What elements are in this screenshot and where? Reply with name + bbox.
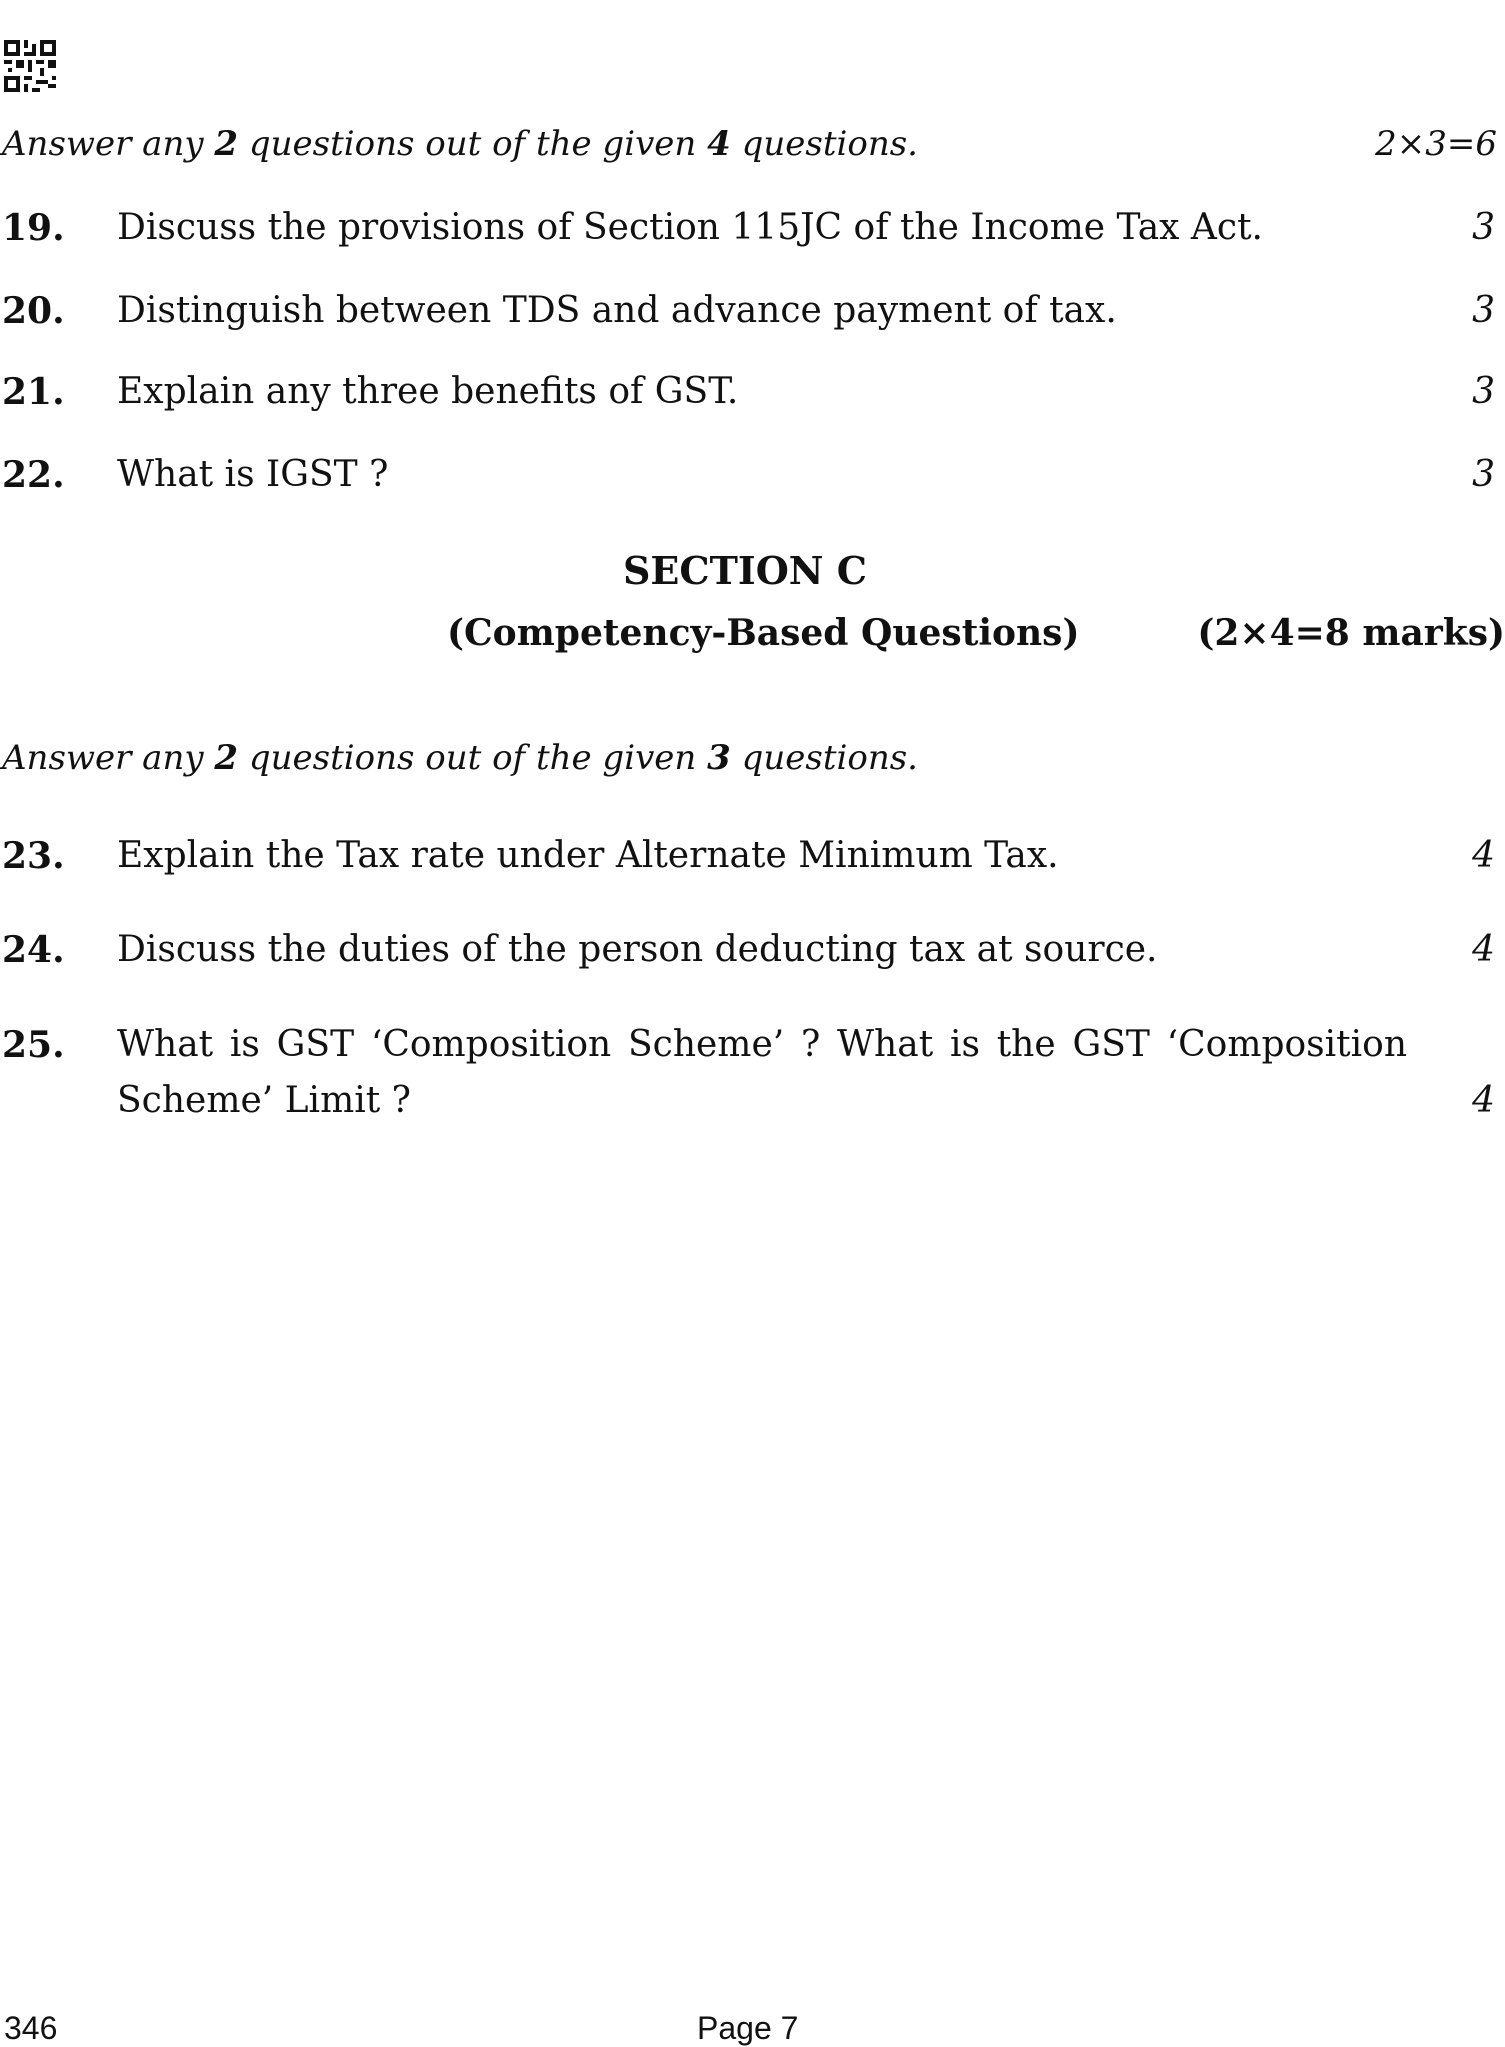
question-text: Distinguish between TDS and advance payment of tax. <box>117 290 1117 331</box>
section-c-subtitle: (Competency-Based Questions) <box>447 612 1080 654</box>
question-number: 24. <box>2 929 65 971</box>
question-text: What is IGST ? <box>117 454 389 495</box>
question-marks: 4 <box>1472 835 1495 876</box>
instruction-text: questions. <box>730 738 918 778</box>
question-number: 19. <box>2 207 65 249</box>
question-number: 23. <box>2 835 65 877</box>
question-marks: 3 <box>1472 207 1495 248</box>
instruction-count: 2 <box>214 124 239 164</box>
section-c-title: SECTION C <box>622 548 867 593</box>
question-number: 21. <box>2 371 65 413</box>
page-number: Page 7 <box>697 2010 799 2046</box>
question-text: Discuss the provisions of Section 115JC of the Income Tax Act. <box>117 207 1263 248</box>
question-marks: 3 <box>1472 454 1495 495</box>
instruction-text: Answer any <box>2 124 215 164</box>
section-b-total-marks: 2×3=6 <box>1375 124 1497 164</box>
question-marks: 3 <box>1472 371 1495 412</box>
instruction-count: 2 <box>214 738 239 778</box>
question-marks: 4 <box>1472 929 1495 970</box>
section-c-instruction <box>2 738 918 778</box>
question-text: Discuss the duties of the person deducting tax at source. <box>117 929 1158 970</box>
instruction-total: 3 <box>707 738 731 778</box>
qr-code-icon <box>4 40 56 92</box>
question-text: Explain any three benefits of GST. <box>117 371 739 412</box>
question-number: 22. <box>2 454 65 496</box>
question-marks: 3 <box>1472 290 1495 331</box>
question-text: What is GST ‘Composition Scheme’ ? What is the GST ‘Composition Scheme’ Limit ? <box>117 1024 1407 1121</box>
question-marks: 4 <box>1472 1080 1495 1121</box>
instruction-text: questions out of the given <box>238 124 708 164</box>
paper-code: 346 <box>4 2010 58 2046</box>
question-number: 20. <box>2 290 65 332</box>
question-text: Explain the Tax rate under Alternate Minimum Tax. <box>117 835 1059 876</box>
question-number: 25. <box>2 1024 65 1066</box>
instruction-text: Answer any <box>2 738 215 778</box>
instruction-total: 4 <box>707 124 731 164</box>
instruction-text: questions out of the given <box>238 738 708 778</box>
instruction-text: questions. <box>730 124 918 164</box>
section-c-marks: (2×4=8 marks) <box>1197 612 1505 654</box>
section-b-instruction <box>2 124 918 164</box>
